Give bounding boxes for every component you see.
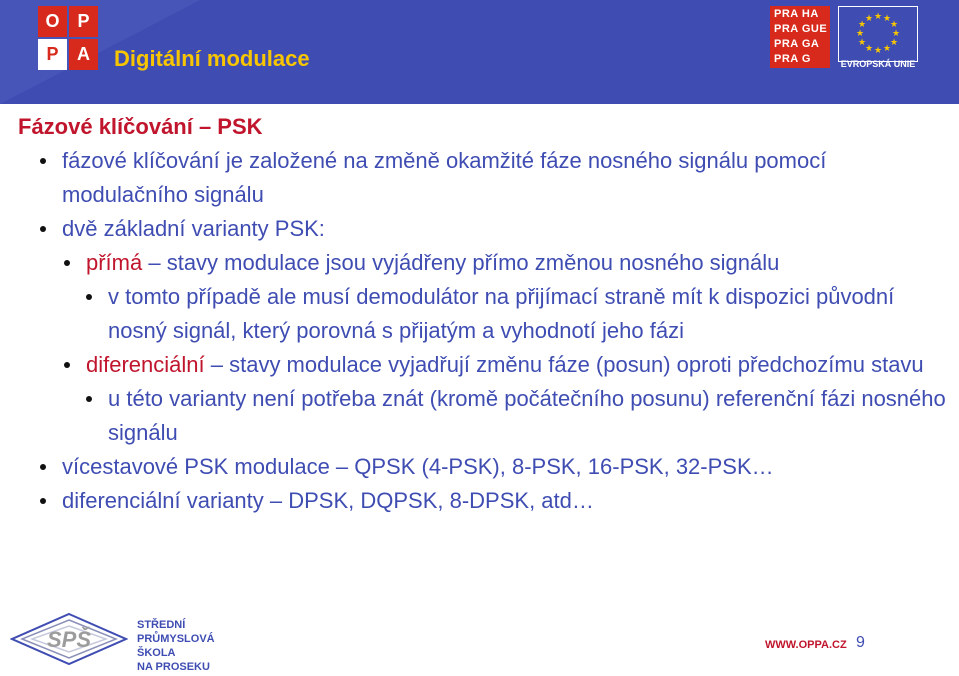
oppa-logo-letter: P [69,6,98,37]
bullet-term: diferenciální [86,352,205,377]
bullet-item [18,280,948,348]
bullet-item [18,450,948,484]
bullet-item [18,246,948,280]
svg-text:★: ★ [891,29,901,39]
bullet-item [18,484,948,518]
bullet-text: – stavy modulace jsou vyjádřeny přímo změnou nosného signálu [142,250,780,275]
svg-text:★: ★ [889,38,899,48]
praha-logo-line: PRA GUE [774,23,828,35]
school-name-line: ŠKOLA [137,647,176,659]
bullet-text: u této varianty není potřeba znát (kromě počátečního posunu) referenční fázi nosného signálu [108,386,946,445]
bullet-text: dvě základní varianty PSK: [62,216,325,241]
bullet-icon [86,294,92,300]
svg-text:★: ★ [882,14,892,24]
sps-logo-text: SPŠ [46,627,92,652]
bullet-icon [40,464,46,470]
school-name-line: PRŮMYSLOVÁ [137,633,215,645]
page-number: 9 [856,634,865,651]
praha-logo-line: PRA G [774,53,811,65]
bullet-icon [64,362,70,368]
oppa-logo [38,6,98,70]
bullet-text: – stavy modulace vyjadřují změnu fáze (posun) oproti předchozímu stavu [204,352,924,377]
bullet-item [18,212,948,246]
eu-label: EVROPSKÁ UNIE [840,59,916,69]
svg-text:★: ★ [873,46,883,56]
slide-header [0,0,959,104]
svg-text:★: ★ [855,29,865,39]
bullet-icon [64,260,70,266]
bullet-icon [86,396,92,402]
svg-text:★: ★ [873,12,883,22]
svg-text:★: ★ [857,20,867,30]
oppa-logo-letter: P [38,39,67,70]
school-name [137,618,215,674]
sps-logo [10,612,128,666]
bullet-item [18,144,948,212]
svg-text:★: ★ [882,44,892,54]
praha-logo-line: PRA HA [774,8,819,20]
bullet-item [18,348,948,382]
school-name-line: STŘEDNÍ [137,619,186,631]
slide-title: Digitální modulace [114,46,310,71]
bullet-text: vícestavové PSK modulace – QPSK (4-PSK), 8-PSK, 16-PSK, 32-PSK… [62,454,774,479]
bullet-text: fázové klíčování je založené na změně okamžité fáze nosného signálu pomocí modulačního signálu [62,148,827,207]
school-name-line: NA PROSEKU [137,661,210,673]
footer-url-link[interactable]: WWW.OPPA.CZ [765,639,847,651]
svg-text:★: ★ [864,14,874,24]
bullet-icon [40,226,46,232]
slide-content [18,114,948,518]
bullet-term: přímá [86,250,143,275]
bullet-icon [40,158,46,164]
bullet-text: diferenciální varianty – DPSK, DQPSK, 8-DPSK, atd… [62,488,594,513]
oppa-logo-letter: O [38,6,67,37]
svg-text:★: ★ [864,44,874,54]
bullet-icon [40,498,46,504]
praha-logo-line: PRA GA [774,38,820,50]
praha-logo [770,6,830,68]
bullet-item [18,382,948,450]
svg-text:★: ★ [889,20,899,30]
section-heading: Fázové klíčování – PSK [18,114,263,139]
oppa-logo-letter: A [69,39,98,70]
bullet-text: v tomto případě ale musí demodulátor na přijímací straně mít k dispozici původní nosný signál, který porovná s přijatým a vyhodnotí jeho fázi [108,284,895,343]
svg-text:★: ★ [857,38,867,48]
eu-flag-icon [838,6,918,62]
